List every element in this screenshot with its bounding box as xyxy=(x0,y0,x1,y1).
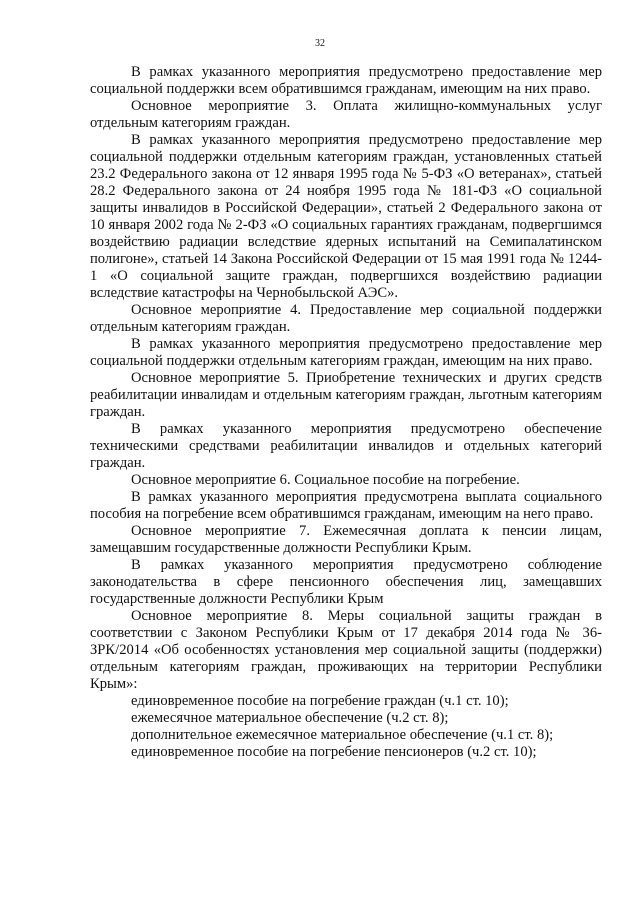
paragraph: В рамках указанного мероприятия предусмотрено предоставление мер социальной поддержки всем обратившимся гражданам, имеющим на них право. xyxy=(90,64,602,97)
list-item: ежемесячное материальное обеспечение (ч.2 ст. 8); xyxy=(131,710,449,726)
list-item: дополнительное ежемесячное материальное обеспечение (ч.1 ст. 8); xyxy=(131,727,554,743)
paragraph: Основное мероприятие 6. Социальное пособие на погребение. xyxy=(131,472,520,488)
document-body xyxy=(90,64,602,761)
paragraph: В рамках указанного мероприятия предусмотрено обеспечение техническими средствами реабилитации инвалидов и отдельных категорий граждан. xyxy=(90,421,602,471)
list-item: единовременное пособие на погребение пенсионеров (ч.2 ст. 10); xyxy=(131,744,537,760)
paragraph: В рамках указанного мероприятия предусмотрено предоставление мер социальной поддержки отдельным категориям граждан, имеющим на них право. xyxy=(90,336,602,369)
list-item: единовременное пособие на погребение граждан (ч.1 ст. 10); xyxy=(131,693,509,709)
paragraph: Основное мероприятие 3. Оплата жилищно-коммунальных услуг отдельным категориям граждан. xyxy=(90,98,602,131)
paragraph: В рамках указанного мероприятия предусмотрено предоставление мер социальной поддержки отдельным категориям граждан, установленных статьей 23.2 Федерального закона от 12 января 1995 года № 5-ФЗ «О ветеранах», статьей 28.2 Федерального закона от 24 ноября 1995 года № 181-ФЗ «О социальной защиты инвалидов в Российской Федерации», статьей 2 Федерального закона от 10 января 2002 года № 2-ФЗ «О социальных гарантиях гражданам, подвергшимся воздействию радиации вследствие ядерных испытаний на Семипалатинском полигоне», статьей 14 Закона Российской Федерации от 15 мая 1991 года № 1244-1 «О социальной защите граждан, подвергшихся воздействию радиации вследствие катастрофы на Чернобыльской АЭС». xyxy=(90,132,602,301)
paragraph: Основное мероприятие 5. Приобретение технических и других средств реабилитации инвалидам и отдельным категориям граждан, льготным категориям граждан. xyxy=(90,370,602,420)
page-number: 32 xyxy=(315,38,325,49)
paragraph: В рамках указанного мероприятия предусмотрена выплата социального пособия на погребение всем обратившимся гражданам, имеющим на него право. xyxy=(90,489,602,522)
paragraph: Основное мероприятие 7. Ежемесячная доплата к пенсии лицам, замещавшим государственные должности Республики Крым. xyxy=(90,523,602,556)
paragraph: Основное мероприятие 8. Меры социальной защиты граждан в соответствии с Законом Республики Крым от 17 декабря 2014 года № 36-ЗРК/2014 «Об особенностях установления мер социальной защиты (поддержки) отдельным категориям граждан, проживающих на территории Республики Крым»: xyxy=(90,608,602,692)
paragraph: Основное мероприятие 4. Предоставление мер социальной поддержки отдельным категориям граждан. xyxy=(90,302,602,335)
measures-list xyxy=(90,693,602,761)
paragraph: В рамках указанного мероприятия предусмотрено соблюдение законодательства в сфере пенсионного обеспечения лиц, замещавших государственные должности Республики Крым xyxy=(90,557,602,607)
